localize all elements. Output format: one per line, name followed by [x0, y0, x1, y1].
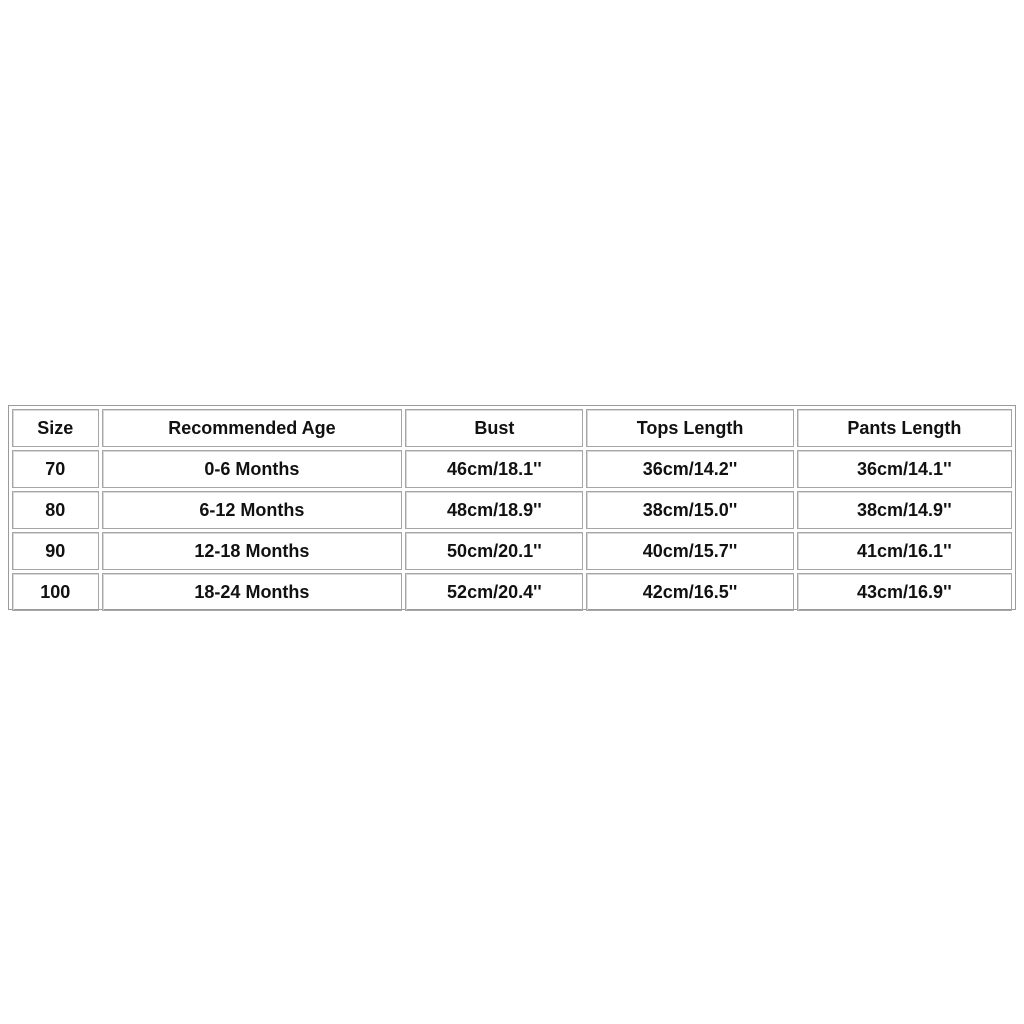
- header-pants-length: Pants Length: [797, 409, 1012, 447]
- cell-pants-length: 43cm/16.9'': [797, 573, 1012, 611]
- header-row: [12, 409, 1012, 447]
- table-row: [12, 573, 1012, 611]
- cell-bust: 50cm/20.1'': [405, 532, 583, 570]
- cell-pants-length: 41cm/16.1'': [797, 532, 1012, 570]
- cell-tops-length: 36cm/14.2'': [586, 450, 793, 488]
- cell-bust: 52cm/20.4'': [405, 573, 583, 611]
- cell-recommended-age: 0-6 Months: [102, 450, 403, 488]
- header-recommended-age: Recommended Age: [102, 409, 403, 447]
- table-row: [12, 532, 1012, 570]
- size-table: [9, 406, 1015, 614]
- cell-recommended-age: 6-12 Months: [102, 491, 403, 529]
- table-row: [12, 450, 1012, 488]
- header-bust: Bust: [405, 409, 583, 447]
- cell-bust: 48cm/18.9'': [405, 491, 583, 529]
- cell-size: 70: [12, 450, 99, 488]
- header-size: Size: [12, 409, 99, 447]
- cell-recommended-age: 12-18 Months: [102, 532, 403, 570]
- cell-recommended-age: 18-24 Months: [102, 573, 403, 611]
- table-row: [12, 491, 1012, 529]
- header-tops-length: Tops Length: [586, 409, 793, 447]
- cell-size: 80: [12, 491, 99, 529]
- cell-tops-length: 40cm/15.7'': [586, 532, 793, 570]
- cell-size: 90: [12, 532, 99, 570]
- size-chart: [8, 405, 1016, 610]
- cell-size: 100: [12, 573, 99, 611]
- cell-bust: 46cm/18.1'': [405, 450, 583, 488]
- cell-pants-length: 38cm/14.9'': [797, 491, 1012, 529]
- cell-tops-length: 38cm/15.0'': [586, 491, 793, 529]
- cell-pants-length: 36cm/14.1'': [797, 450, 1012, 488]
- cell-tops-length: 42cm/16.5'': [586, 573, 793, 611]
